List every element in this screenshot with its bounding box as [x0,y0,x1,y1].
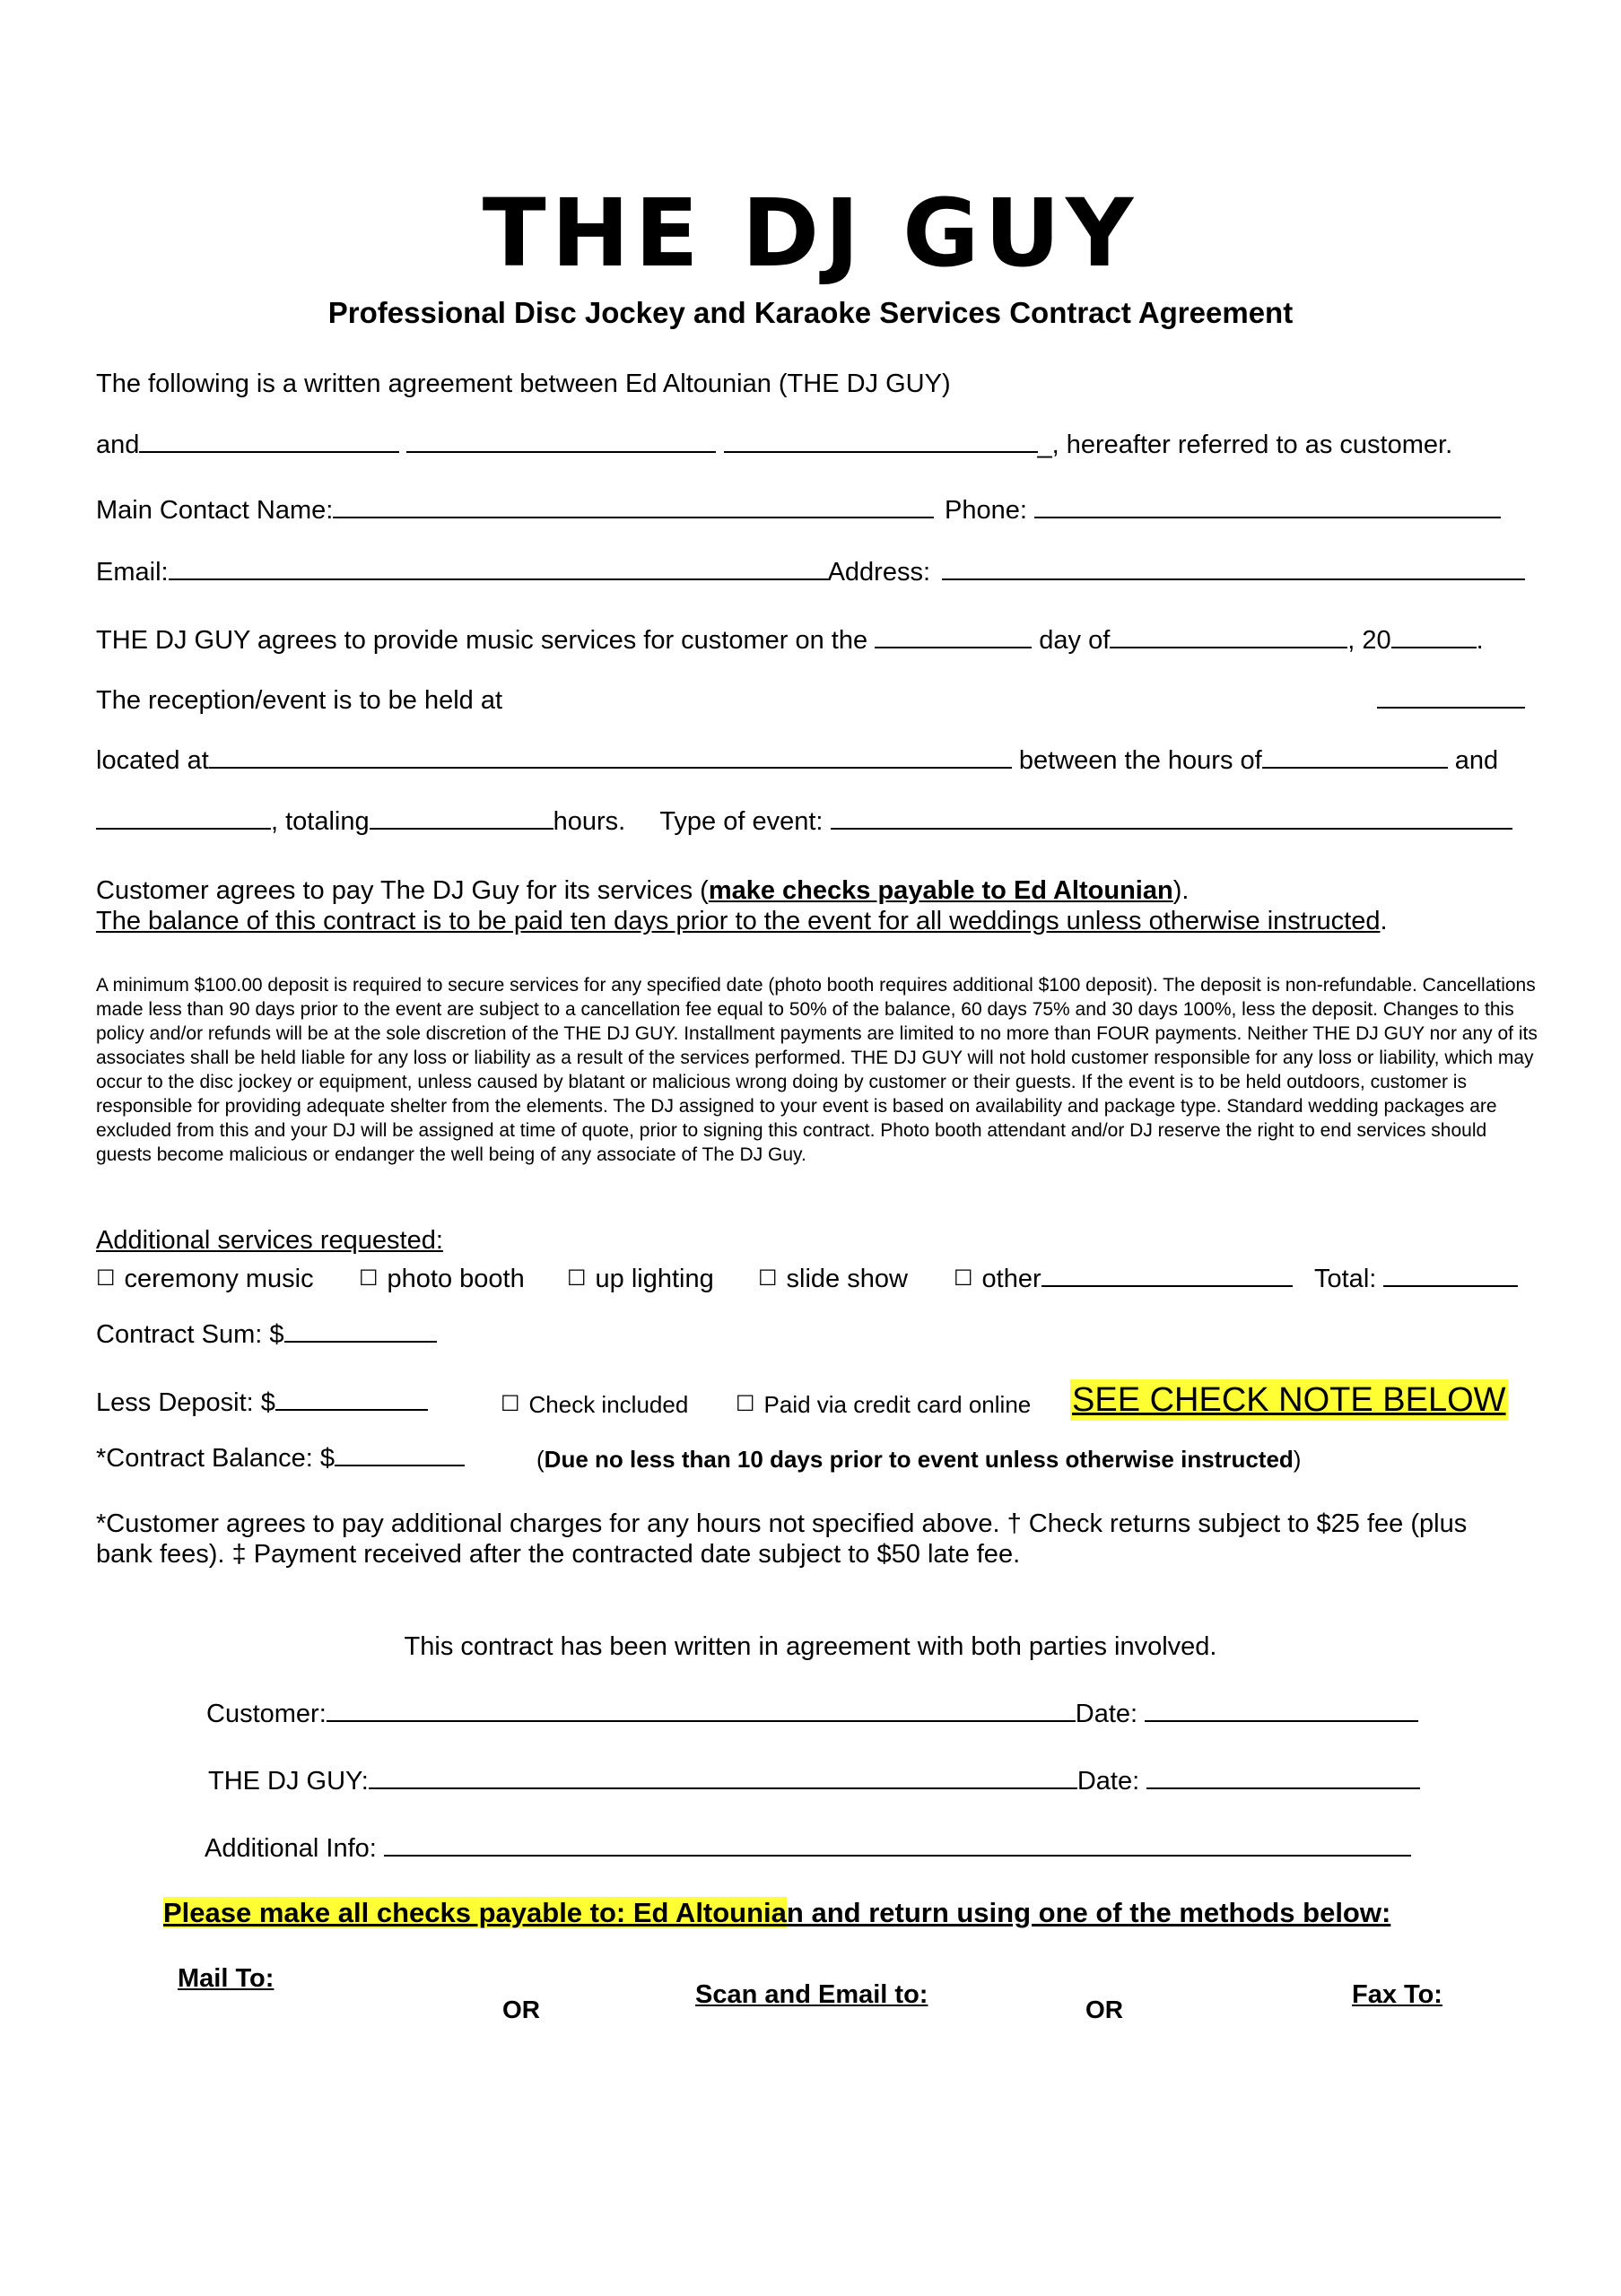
service-option-other[interactable] [954,1265,1293,1294]
contract-sum-row [96,1320,437,1350]
agreement-statement: This contract has been written in agreement with both parties involved. [404,1632,1217,1661]
customer-name-blank-2[interactable] [406,451,716,453]
total-field[interactable] [1383,1285,1518,1287]
balance-terms-period: . [1380,907,1388,935]
dj-date-label: Date: [1076,1767,1140,1796]
totaling-label: , totaling [271,807,370,836]
additional-info-label: Additional Info: [205,1834,377,1863]
location-row [96,746,1498,776]
less-deposit-label: Less Deposit: $ [96,1388,275,1417]
dj-date-field[interactable] [1146,1787,1420,1789]
customer-name-row [96,430,1452,460]
year-label: , 20 [1347,626,1391,655]
reception-field[interactable] [1377,707,1525,709]
checkbox-icon[interactable]: ☐ [954,1266,973,1291]
checks-payable-highlight: Please make all checks payable to: Ed Altounia [163,1897,787,1928]
address-field[interactable] [942,578,1525,580]
services-text: THE DJ GUY agrees to provide music services for customer on the [96,626,868,655]
service-option-photo-booth[interactable] [359,1265,525,1294]
checks-payable-rest: n and return using one of the methods below: [786,1897,1391,1928]
service-option-slide-show[interactable] [758,1265,908,1294]
payment-line-1 [96,876,1189,906]
checkbox-icon[interactable]: ☐ [501,1392,520,1416]
main-contact-label: Main Contact Name: [96,496,334,525]
due-open-paren: ( [536,1446,545,1473]
and-label: and [96,430,140,459]
check-included-label: Check included [528,1391,689,1418]
reception-field-row [1377,686,1525,716]
or-label-2: OR [1085,1996,1123,2023]
payable-to-text: make checks payable to Ed Altounian [708,876,1173,905]
due-close-paren: ) [1293,1446,1302,1473]
checks-payable-note [163,1897,1390,1929]
email-label: Email: [96,558,169,587]
customer-signature-label: Customer: [206,1700,327,1728]
paid-online-label: Paid via credit card online [763,1391,1032,1418]
see-check-note: SEE CHECK NOTE BELOW [1072,1381,1506,1419]
service-label: photo booth [387,1265,525,1293]
service-label: other [981,1265,1041,1293]
event-type-field[interactable] [831,828,1512,830]
customer-date-label: Date: [1075,1700,1138,1728]
email-field[interactable] [169,578,828,580]
service-label: ceremony music [124,1265,314,1293]
service-label: slide show [786,1265,908,1293]
extra-charges-line-2: bank fees). ‡ Payment received after the contracted date subject to $50 late fee. [96,1540,1021,1569]
customer-reference-text: _, hereafter referred to as customer. [1037,430,1453,459]
dj-signature-row [208,1767,1420,1796]
other-service-field[interactable] [1041,1285,1293,1287]
checkbox-icon[interactable]: ☐ [736,1392,755,1416]
extra-charges-line-1: *Customer agrees to pay additional charges for any hours not specified above. † Check returns subject to $25 fee (plus [96,1509,1468,1538]
contract-balance-label: *Contract Balance: $ [96,1444,335,1473]
contract-balance-field[interactable] [335,1465,465,1466]
less-deposit-row [96,1388,428,1418]
scan-email-label: Scan and Email to: [695,1980,928,2009]
address-field-row [942,558,1525,587]
paid-online-option[interactable] [736,1391,1031,1419]
event-date-row [96,626,1484,656]
customer-date-field[interactable] [1145,1720,1418,1722]
page-subtitle: Professional Disc Jockey and Karaoke Services Contract Agreement [327,296,1294,329]
customer-signature-field[interactable] [327,1720,1076,1722]
terms-fine-print: A minimum $100.00 deposit is required to secure services for any specified date (photo booth requires additional $100 deposit). The deposit is non-refundable. Cancellations made less than 90 days prior to the event are subject to a cancellation fee equal to 50% of the balance, 60 days 75% and 30 days 100%, less the deposit. Changes to this policy and/or refunds will be at the sole discretion of the THE DJ GUY. Installment payments are limited to no more than FOUR payments. Neither THE DJ GUY nor any of its associates shall be held liable for any loss or liability as a result of the services performed. THE DJ GUY will not hold customer responsible for any loss or liability, which may occur to the disc jockey or equipment, unless caused by blatant or malicious wrong doing by customer or their guests. If the event is to be held outdoors, customer is responsible for providing adequate shelter from the elements. The DJ assigned to your event is based on availability and package type. Standard wedding packages are excluded from this and your DJ will be assigned at time of quote, prior to signing this contract. Photo booth attendant and/or DJ reserve the right to end services should guests become malicious or endanger the well being of any associate of The DJ Guy. [96,975,1538,1165]
hours-label: hours. [553,807,626,836]
payment-text-end: ). [1172,876,1190,905]
dj-signature-field[interactable] [369,1787,1077,1789]
event-day-field[interactable] [875,647,1032,648]
total-hours-field[interactable] [370,828,553,830]
mail-to-label: Mail To: [178,1964,275,1993]
dj-signature-label: THE DJ GUY: [208,1767,369,1796]
hours-row [96,807,1512,837]
main-contact-row [96,496,934,526]
phone-label: Phone: [945,496,1027,525]
day-of-label: day of [1039,626,1111,655]
payment-text: Customer agrees to pay The DJ Guy for its services ( [96,876,709,905]
email-row [96,558,930,587]
service-option-up-lighting[interactable] [567,1265,714,1294]
payment-line-2 [96,907,1388,936]
contract-sum-label: Contract Sum: $ [96,1320,284,1349]
intro-line: The following is a written agreement between Ed Altounian (THE DJ GUY) [96,370,951,398]
phone-field[interactable] [1034,517,1501,518]
main-contact-field[interactable] [333,517,934,518]
location-field[interactable] [209,767,1012,769]
total-label: Total: [1314,1265,1377,1293]
customer-name-blank-3[interactable] [724,451,1038,453]
service-option-ceremony-music[interactable] [96,1265,314,1294]
between-hours-label: between the hours of [1018,746,1262,775]
balance-terms-text: The balance of this contract is to be paid ten days prior to the event for all weddings unless otherwise instructed [96,907,1381,935]
deposit-field[interactable] [275,1409,428,1411]
service-label: up lighting [595,1265,714,1293]
checkbox-icon[interactable]: ☐ [567,1266,587,1291]
event-year-field[interactable] [1391,647,1477,648]
due-note-text: Due no less than 10 days prior to event unless otherwise instructed [544,1446,1294,1473]
page-title: THE DJ GUY [482,178,1139,288]
or-label-1: OR [502,1996,540,2023]
checkbox-icon[interactable]: ☐ [359,1266,379,1291]
address-label: Address: [827,558,931,587]
due-note [536,1446,1301,1474]
reception-label: The reception/event is to be held at [96,686,503,715]
additional-info-field[interactable] [384,1855,1411,1857]
customer-name-blank-1[interactable] [139,451,399,453]
additional-info-row [205,1834,1411,1864]
and-word: and [1454,746,1499,775]
fax-to-label: Fax To: [1352,1980,1442,2009]
located-at-label: located at [96,746,209,775]
checkbox-icon[interactable]: ☐ [758,1266,778,1291]
end-time-field[interactable] [96,828,271,830]
additional-services-heading: Additional services requested: [96,1226,443,1255]
total-row [1314,1265,1518,1294]
type-of-event-label: Type of event: [659,807,824,836]
checkbox-icon[interactable]: ☐ [96,1266,116,1291]
contract-sum-field[interactable] [284,1341,437,1343]
start-time-field[interactable] [1262,767,1448,769]
contract-balance-row [96,1444,465,1474]
period: . [1476,626,1484,655]
customer-signature-row [206,1700,1418,1729]
phone-row [945,496,1501,526]
event-month-field[interactable] [1110,647,1347,648]
check-included-option[interactable] [501,1391,688,1419]
